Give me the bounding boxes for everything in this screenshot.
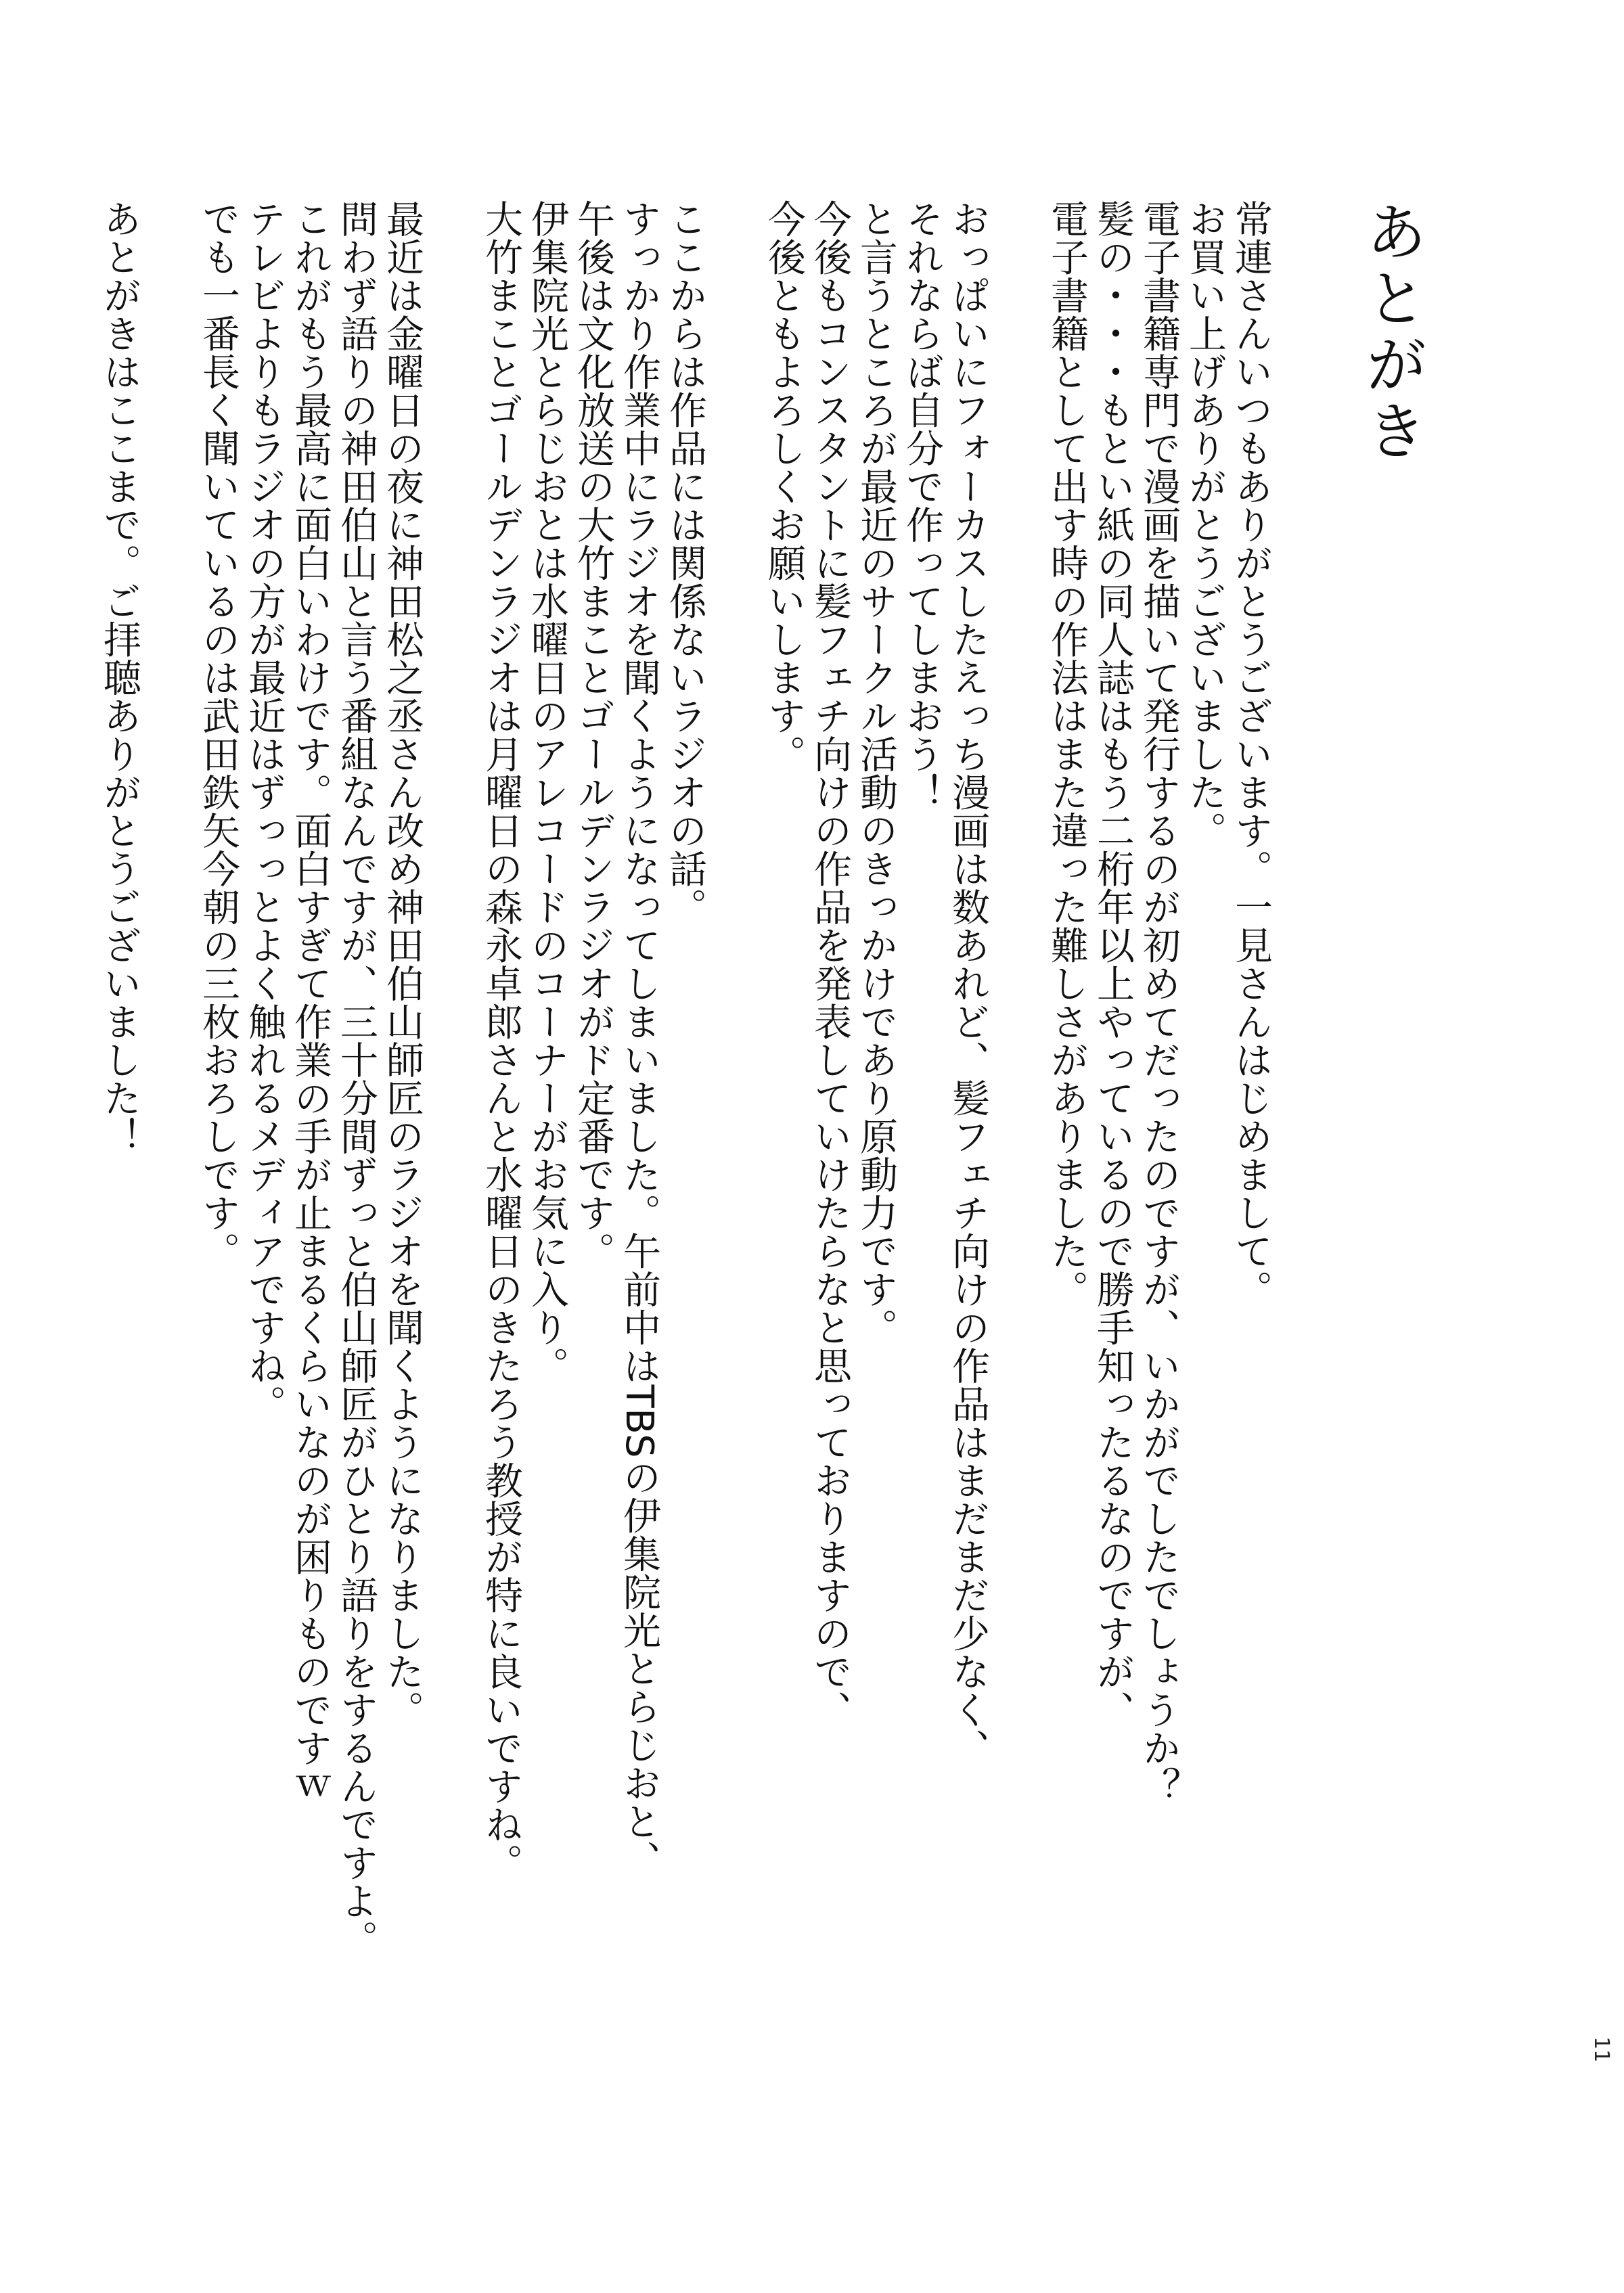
text-line: でも一番長く聞いているのは武田鉄矢今朝の三枚おろしです。	[196, 200, 240, 1270]
text-line: 大竹まことゴールデンラジオは月曜日の森永卓郎さんと水曜日のきたろう教授が特に良いですね。	[479, 200, 523, 1882]
text-line: 今後もコンスタントに髪フェチ向けの作品を発表していけたらなと思っておりますので、	[808, 200, 852, 1729]
text-line: 髪の・・・もとい紙の同人誌はもう二桁年以上やっているので勝手知ったるなのですが、	[1091, 200, 1135, 1729]
text-line: 問わず語りの神田伯山と言う番組なんですが、三十分間ずっと伯山師匠がひとり語りをするんですよ。	[334, 200, 378, 1958]
text-line: 電子書籍専門で漫画を描いて発行するのが初めてだったのですが、いかがでしたでしょうか？	[1137, 200, 1181, 1805]
text-line: ここからは作品には関係ないラジオの話。	[663, 200, 707, 926]
text-line: 午後は文化放送の大竹まことゴールデンラジオがド定番です。	[571, 200, 615, 1270]
text-line: これがもう最高に面白いわけです。面白すぎて作業の手が止まるくらいなのが困りものですｗ	[288, 200, 332, 1805]
text-line: 伊集院光とらじおとは水曜日のアレコードのコーナーがお気に入り。	[525, 200, 569, 1385]
text-line: お買い上げありがとうございました。	[1183, 200, 1227, 850]
text-line: 常連さんいつもありがとうございます。一見さんはじめまして。	[1229, 200, 1273, 1309]
text-line: 今後ともよろしくお願いします。	[762, 200, 806, 773]
afterword-text-block	[43, 200, 1428, 2094]
paragraph-friday-radio	[195, 200, 425, 2094]
text-line: それならば自分で作ってしまおう！	[900, 200, 944, 811]
text-line: 電子書籍として出す時の作法はまた違った難しさがありました。	[1045, 200, 1089, 1309]
paragraph-closing	[96, 200, 142, 2094]
text-line: すっかり作業中にラジオを聞くようになってしまいました。午前中はTBSの伊集院光とらじおと、	[617, 200, 661, 1879]
text-line: あとがきはここまで。ご拝聴ありがとうございました！	[97, 200, 141, 1156]
page-title: あとがき	[1355, 200, 1428, 465]
page-number: 11	[1589, 2037, 1613, 2063]
text-line: テレビよりもラジオの方が最近はずっっとよく触れるメディアですね。	[242, 200, 286, 1423]
paragraph-radio	[478, 200, 708, 2094]
text-line: 最近は金曜日の夜に神田松之丞さん改め神田伯山師匠のラジオを聞くようになりました。	[380, 200, 424, 1729]
paragraph-motivation	[761, 200, 991, 2094]
text-line: と言うところが最近のサークル活動のきっかけであり原動力です。	[854, 200, 898, 1346]
paragraph-greeting	[1043, 200, 1273, 2094]
text-line: おっぱいにフォーカスしたえっち漫画は数あれど、髪フェチ向けの作品はまだまだ少なく、	[946, 200, 990, 1767]
